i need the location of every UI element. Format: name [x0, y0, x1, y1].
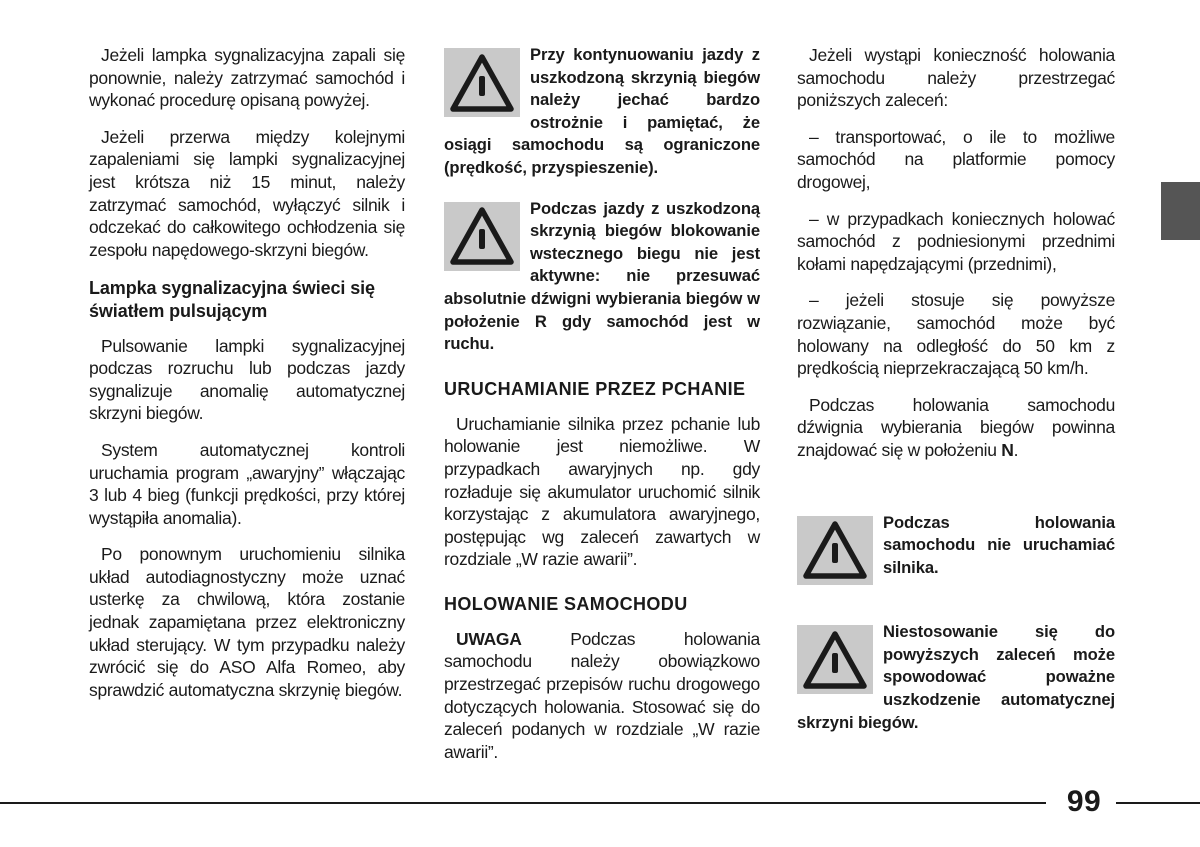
paragraph-lamp-interval: Jeżeli przerwa między kolejnymi zapaleniami się lampki sygnalizacyjnej jest krótsza niż 15 minut, należy zatrzymać samochód, wyłączyć silnik i odczekać do całkowitego ochłodzenia się zespołu napędowego-skrzyni biegów. — [89, 126, 405, 260]
warning-text-damage: Niestosowanie się do powyższych zaleceń może spowodować poważne uszkodzenie automatycznej skrzyni biegów. — [797, 622, 1115, 732]
warning-block-no-engine — [797, 512, 1115, 580]
list-item-text: – w przypadkach koniecznych holować samochód z podniesionymi przednimi kołami napędzającymi (przednimi), — [797, 208, 1115, 274]
note-label: UWAGA — [456, 628, 522, 649]
paragraph-pulsing: Pulsowanie lampki sygnalizacyjnej podczas rozruchu lub podczas jazdy sygnalizuje anomalię automatycznej skrzyni biegów. — [89, 335, 405, 424]
column-right — [797, 44, 1115, 752]
list-item-distance — [797, 289, 1115, 379]
warning-block-reverse — [444, 198, 760, 356]
section-title-towing: HOLOWANIE SAMOCHODU — [444, 593, 688, 614]
list-item-text: – jeżeli stosuje się powyższe rozwiązanie, samochód może być holowany na odległość do 50 km z prędkością nieprzekraczającą 50 km/h. — [797, 290, 1115, 379]
paragraph-lamp-relight: Jeżeli lampka sygnalizacyjna zapali się ponownie, należy zatrzymać samochód i wykonać procedurę opisaną powyżej. — [89, 45, 405, 111]
warning-block-damage — [797, 621, 1115, 734]
paragraph-autodiagnostic: Po ponownym uruchomieniu silnika układ autodiagnostyczny może uznać usterkę za chwilową, która zostanie jednak zapamiętana przez elektroniczny układ sterujący. W tym przypadku należy zwrócić się do ASO Alfa Romeo, aby sprawdzić automatyczna skrzynię biegów. — [89, 544, 405, 700]
warning-triangle-icon — [444, 48, 520, 117]
gear-position-text: Podczas holowania samochodu dźwignia wybierania biegów powinna znajdować się w położeniu — [797, 394, 1115, 460]
footer-rule-right — [1116, 802, 1200, 804]
paragraph-gear-position — [797, 394, 1115, 462]
paragraph-towing-note — [444, 628, 760, 764]
column-middle — [444, 44, 760, 777]
warning-text-reverse: Podczas jazdy z uszkodzoną skrzynią biegów blokowanie wstecznego biegu nie jest aktywne: nie przesuwać absolutnie dźwigni wybierania biegów w położenie R gdy samochód jest w ruchu. — [444, 198, 760, 354]
warning-triangle-icon — [797, 625, 873, 694]
column-left — [89, 44, 405, 715]
warning-triangle-icon — [797, 516, 873, 585]
chapter-thumb-tab — [1161, 182, 1200, 240]
gear-letter: N — [1001, 439, 1014, 460]
paragraph-towing-intro: Jeżeli wystąpi konieczność holowania samochodu należy przestrzegać poniższych zaleceń: — [797, 45, 1115, 111]
heading-lamp-pulsing: Lampka sygnalizacyjna świeci się światłem pulsującym — [89, 278, 375, 321]
note-text: Podczas holowania samochodu należy obowiązkowo przestrzegać przepisów ruchu drogowego dotyczących holowania. Stosować się do zaleceń podanych w rozdziale „W razie awarii”. — [444, 628, 760, 762]
list-item-text: – transportować, o ile to możliwe samochód na platformie pomocy drogowej, — [797, 126, 1115, 192]
warning-text-no-engine: Podczas holowania samochodu nie uruchamiać silnika. — [883, 512, 1115, 577]
gear-period: . — [1013, 439, 1019, 460]
warning-block-driving — [444, 44, 760, 180]
section-title-push-start: URUCHAMIANIE PRZEZ PCHANIE — [444, 378, 746, 399]
warning-text-driving: Przy kontynuowaniu jazdy z uszkodzoną skrzynią biegów należy jechać bardzo ostrożnie i pamiętać, że osiągi samochodu są ograniczone (prędkość, przyspieszenie). — [444, 45, 760, 177]
list-item-platform — [797, 126, 1115, 194]
list-item-raised-wheels — [797, 208, 1115, 276]
page-number: 99 — [1066, 785, 1102, 818]
paragraph-emergency-program: System automatycznej kontroli uruchamia program „awaryjny” włączając 3 lub 4 bieg (funkcji prędkości, przy której wystąpiła anomalia). — [89, 439, 405, 528]
warning-triangle-icon — [444, 202, 520, 271]
paragraph-push-start: Uruchamianie silnika przez pchanie lub holowanie jest niemożliwe. W przypadkach awaryjnych np. gdy rozładuje się akumulator uruchomić silnik korzystając z akumulatora awaryjnego, postępując wg zaleceń zawartych w rozdziale „W razie awarii”. — [444, 413, 760, 570]
footer-rule-left — [0, 802, 1046, 804]
